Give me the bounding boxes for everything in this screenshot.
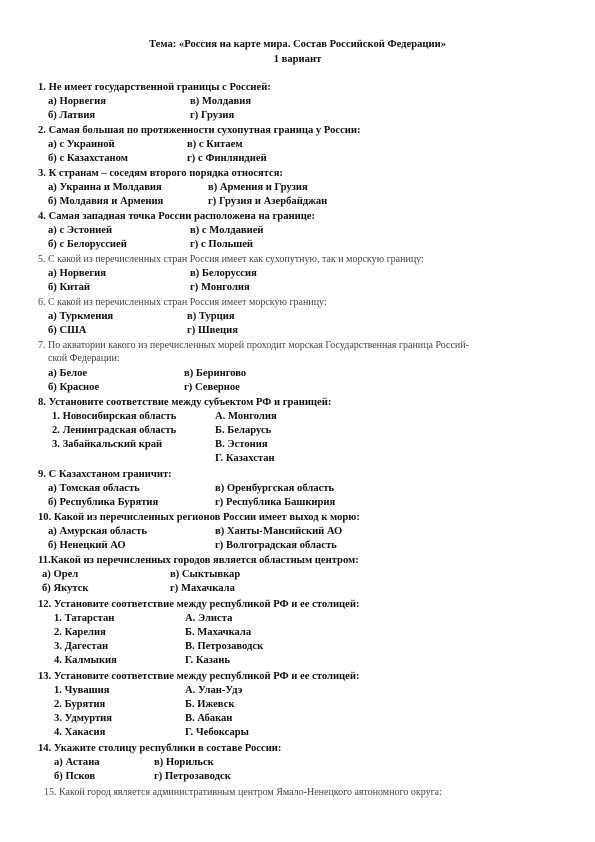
- answer-option: г) Махачкала: [170, 583, 235, 594]
- answer-option: а) Астана: [54, 757, 100, 768]
- match-item: 2. Карелия: [54, 627, 106, 638]
- answer-option: б) Китай: [48, 282, 90, 293]
- question-3: 3. К странам – соседям второго порядка относятся:: [38, 168, 283, 179]
- answer-option: б) с Казахстаном: [48, 153, 128, 164]
- answer-option: г) Северное: [184, 382, 240, 393]
- question-12: 12. Установите соответствие между республикой РФ и ее столицей:: [38, 599, 360, 610]
- answer-option: в) с Молдавией: [190, 225, 264, 236]
- question-15: 15. Какой город является административным центром Ямало-Ненецкого автономного округа:: [44, 787, 442, 798]
- answer-option: г) Грузия и Азербайджан: [208, 196, 328, 207]
- answer-option: а) с Украиной: [48, 139, 115, 150]
- match-item: 1. Чувашия: [54, 685, 110, 696]
- match-item: Г. Казань: [185, 655, 230, 666]
- answer-option: г) Республика Башкирия: [215, 497, 336, 508]
- answer-option: а) Норвегия: [48, 96, 106, 107]
- match-item: Б. Беларусь: [215, 425, 272, 436]
- answer-option: б) Молдавия и Армения: [48, 196, 164, 207]
- match-item: 2. Бурятия: [54, 699, 106, 710]
- answer-option: г) Монголия: [190, 282, 250, 293]
- question-6: 6. С какой из перечисленных стран Россия имеет морскую границу:: [38, 297, 327, 308]
- answer-option: г) Волгоградская область: [215, 540, 337, 551]
- answer-option: в) Норильск: [154, 757, 214, 768]
- answer-option: г) Грузия: [190, 110, 235, 121]
- question-7-continued: ской Федерации:: [48, 353, 120, 364]
- question-13: 13. Установите соответствие между республикой РФ и ее столицей:: [38, 671, 360, 682]
- match-item: 1. Новосибирская область: [52, 411, 177, 422]
- question-4: 4. Самая западная точка России расположена на границе:: [38, 211, 316, 222]
- answer-option: а) Томская область: [48, 483, 140, 494]
- match-item: 3. Удмуртия: [54, 713, 113, 724]
- match-item: Г. Чебоксары: [185, 727, 249, 738]
- answer-option: а) Норвегия: [48, 268, 106, 279]
- answer-option: в) Берингово: [184, 368, 247, 379]
- answer-option: в) Армения и Грузия: [208, 182, 308, 193]
- match-item: Б. Ижевск: [185, 699, 235, 710]
- match-item: А. Элиста: [185, 613, 233, 624]
- question-11: 11.Какой из перечисленных городов является областным центром:: [38, 555, 359, 566]
- answer-option: б) Ненецкий АО: [48, 540, 126, 551]
- variant-label: 1 вариант: [273, 54, 322, 65]
- match-item: 3. Забайкальский край: [52, 439, 163, 450]
- answer-option: в) Белоруссия: [190, 268, 257, 279]
- match-item: 4. Калмыкия: [54, 655, 117, 666]
- answer-option: в) Оренбургская область: [215, 483, 335, 494]
- answer-option: б) с Белоруссией: [48, 239, 127, 250]
- answer-option: а) Орел: [42, 569, 79, 580]
- answer-option: в) Турция: [187, 311, 235, 322]
- match-item: В. Эстония: [215, 439, 268, 450]
- question-9: 9. С Казахстаном граничит:: [38, 469, 172, 480]
- question-1: 1. Не имеет государственной границы с Россией:: [38, 82, 271, 93]
- question-5: 5. С какой из перечисленных стран Россия имеет как сухопутную, так и морскую границу:: [38, 254, 424, 265]
- answer-option: г) Петрозаводск: [154, 771, 231, 782]
- answer-option: б) Латвия: [48, 110, 96, 121]
- match-item: 4. Хакасия: [54, 727, 106, 738]
- answer-option: а) Украина и Молдавия: [48, 182, 162, 193]
- match-item: 1. Татарстан: [54, 613, 115, 624]
- answer-option: а) Белое: [48, 368, 88, 379]
- answer-option: в) Ханты-Мансийский АО: [215, 526, 343, 537]
- question-7: 7. По акватории какого из перечисленных морей проходит морская Государственная граница Россий-: [38, 340, 469, 351]
- answer-option: а) Амурская область: [48, 526, 147, 537]
- match-item: В. Абакан: [185, 713, 233, 724]
- match-item: А. Монголия: [215, 411, 277, 422]
- worksheet-title: Тема: «Россия на карте мира. Состав Российской Федерации»: [148, 39, 447, 50]
- question-8: 8. Установите соответствие между субъектом РФ и границей:: [38, 397, 332, 408]
- question-14: 14. Укажите столицу республики в составе России:: [38, 743, 282, 754]
- answer-option: в) Молдавия: [190, 96, 252, 107]
- answer-option: а) Туркмения: [48, 311, 114, 322]
- answer-option: г) с Финляндией: [187, 153, 267, 164]
- match-item: А. Улан-Удэ: [185, 685, 243, 696]
- answer-option: б) Республика Бурятия: [48, 497, 159, 508]
- answer-option: г) с Польшей: [190, 239, 254, 250]
- answer-option: г) Швеция: [187, 325, 238, 336]
- answer-option: б) Красное: [48, 382, 100, 393]
- match-item: Г. Казахстан: [215, 453, 275, 464]
- match-item: 2. Ленинградская область: [52, 425, 177, 436]
- answer-option: в) с Китаем: [187, 139, 243, 150]
- answer-option: б) Псков: [54, 771, 96, 782]
- answer-option: б) США: [48, 325, 87, 336]
- match-item: Б. Махачкала: [185, 627, 252, 638]
- match-item: 3. Дагестан: [54, 641, 109, 652]
- answer-option: а) с Эстонией: [48, 225, 113, 236]
- question-2: 2. Самая большая по протяженности сухопутная граница у России:: [38, 125, 361, 136]
- answer-option: б) Якутск: [42, 583, 89, 594]
- question-10: 10. Какой из перечисленных регионов России имеет выход к морю:: [38, 512, 360, 523]
- match-item: В. Петрозаводск: [185, 641, 264, 652]
- answer-option: в) Сыктывкар: [170, 569, 241, 580]
